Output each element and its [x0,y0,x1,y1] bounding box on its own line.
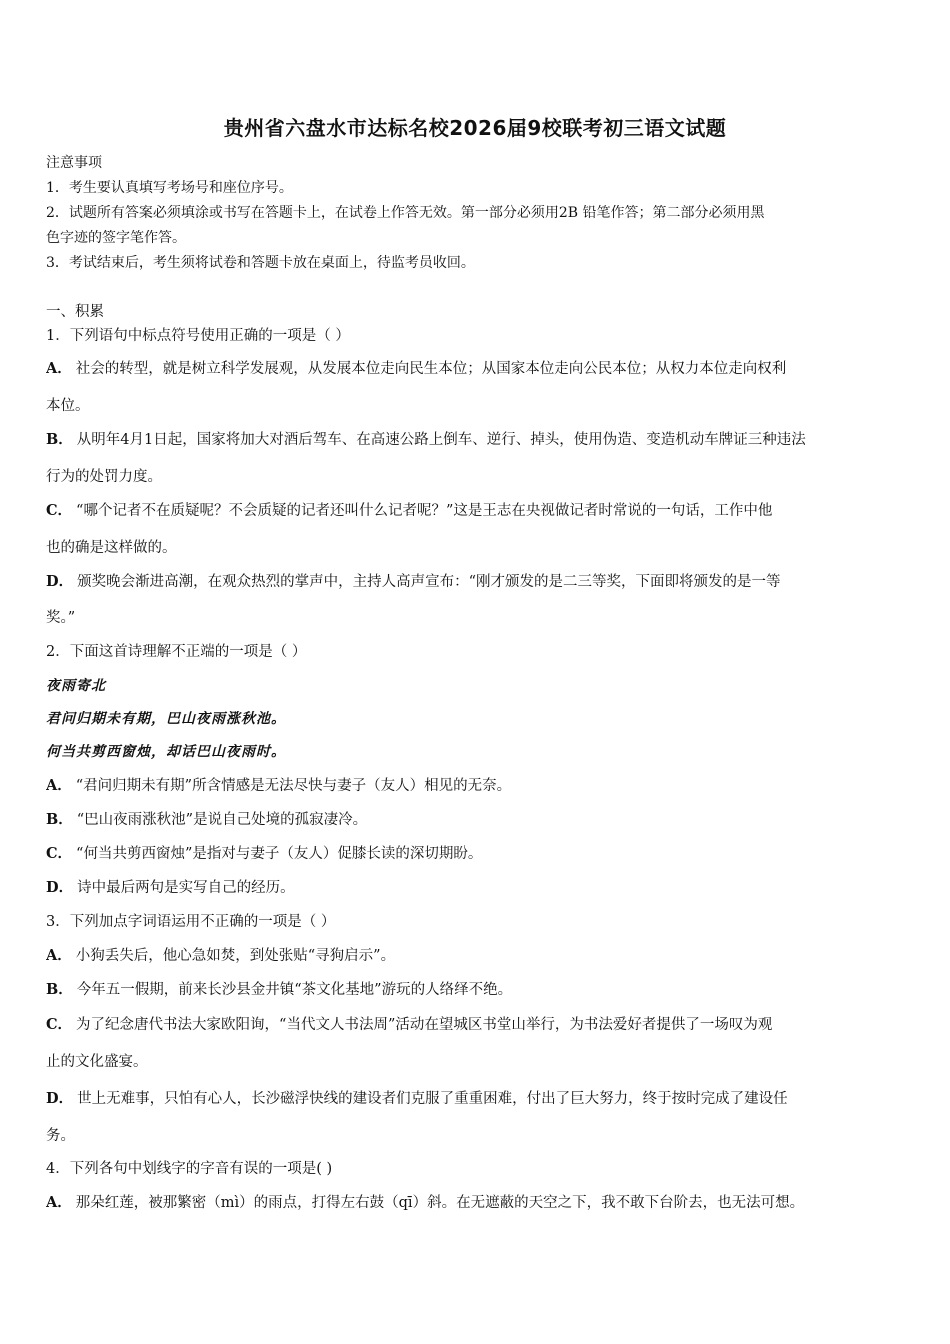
option-label: A． [46,1194,72,1211]
option-label: C． [46,845,73,862]
option-a [46,776,908,796]
poem-line: 君问归期未有期，巴山夜雨涨秋池。 [46,711,286,727]
option-text: 今年五一假期，前来长沙县金井镇“茶文化基地”游玩的人络绎不绝。 [76,982,513,998]
option-b [46,430,908,450]
option-text: 为了纪念唐代书法大家欧阳询，“当代文人书法周”活动在望城区书堂山举行，为书法爱好者提供了一场叹为观 [76,1017,773,1033]
option-continuation: 务。 [46,1128,75,1144]
option-d [46,572,908,592]
option-continuation: 止的文化盛宴。 [46,1054,148,1070]
poem-title: 夜雨寄北 [46,678,106,694]
option-text: 小狗丢失后，他心急如焚，到处张贴“寻狗启示”。 [75,948,396,964]
notice-item: 2．试题所有答案必须填涂或书写在答题卡上，在试卷上作答无效。第一部分必须用2B 铅笔作答；第二部分必须用黑 [46,205,765,221]
option-a [46,1193,908,1213]
poem-line: 何当共剪西窗烛，却话巴山夜雨时。 [46,744,286,760]
option-b [46,980,908,1000]
option-b [46,810,908,830]
option-text: “君问归期未有期”所含情感是无法尽快与妻子（友人）相见的无奈。 [75,778,512,794]
option-d [46,1089,908,1109]
notice-item: 1．考生要认真填写考场号和座位序号。 [46,180,293,196]
option-text: 颁奖晚会渐进高潮，在观众热烈的掌声中，主持人高声宣布：“刚才颁发的是二三等奖，下面即将颁发的是一等 [77,574,781,590]
option-label: B． [46,981,73,998]
option-continuation: 奖。” [46,610,76,626]
option-text: “何当共剪西窗烛”是指对与妻子（友人）促膝长读的深切期盼。 [76,846,483,862]
option-continuation: 也的确是这样做的。 [46,540,177,556]
option-label: B． [46,811,73,828]
option-label: B． [46,431,73,448]
option-label: D． [46,573,74,590]
option-continuation: 本位。 [46,398,90,414]
option-text: “哪个记者不在质疑呢？不会质疑的记者还叫什么记者呢？”这是王志在央视做记者时常说的一句话，工作中他 [76,503,773,519]
notice-item: 色字迹的签字笔作答。 [46,230,186,246]
question-stem: 2．下面这首诗理解不正端的一项是（ ） [46,644,307,660]
option-c [46,501,908,521]
question-stem: 1．下列语句中标点符号使用正确的一项是（ ） [46,328,350,344]
option-text: 从明年4月1日起，国家将加大对酒后驾车、在高速公路上倒车、逆行、掉头，使用伪造、变造机动车牌证三种违法 [76,432,806,448]
option-text: 那朵红莲，被那繁密（mì）的雨点，打得左右鼓（qī）斜。在无遮蔽的天空之下，我不敢下台阶去，也无法可想。 [75,1195,805,1211]
option-continuation: 行为的处罚力度。 [46,469,162,485]
option-text: 诗中最后两句是实写自己的经历。 [77,880,295,896]
option-d [46,878,908,898]
option-label: D． [46,1090,74,1107]
question-stem: 4．下列各句中划线字的字音有误的一项是( ) [46,1161,333,1177]
option-label: C． [46,502,73,519]
option-text: “巴山夜雨涨秋池”是说自己处境的孤寂凄冷。 [76,812,368,828]
option-label: A． [46,777,72,794]
section-heading: 一、积累 [46,304,104,320]
question-stem: 3．下列加点字词语运用不正确的一项是（ ） [46,914,336,930]
option-text: 世上无难事，只怕有心人，长沙磁浮快线的建设者们克服了重重困难，付出了巨大努力，终于按时完成了建设任 [77,1091,788,1107]
option-c [46,844,908,864]
page-title: 贵州省六盘水市达标名校2026届9校联考初三语文试题 [223,116,727,140]
option-c [46,1015,908,1035]
option-label: C． [46,1016,73,1033]
notice-item: 3．考试结束后，考生须将试卷和答题卡放在桌面上，待监考员收回。 [46,255,475,271]
option-label: D． [46,879,74,896]
option-label: A． [46,947,72,964]
option-label: A． [46,360,72,377]
notice-heading: 注意事项 [46,155,102,171]
option-a [46,359,908,379]
option-a [46,946,908,966]
option-text: 社会的转型，就是树立科学发展观，从发展本位走向民生本位；从国家本位走向公民本位；从权力本位走向权利 [75,361,787,377]
